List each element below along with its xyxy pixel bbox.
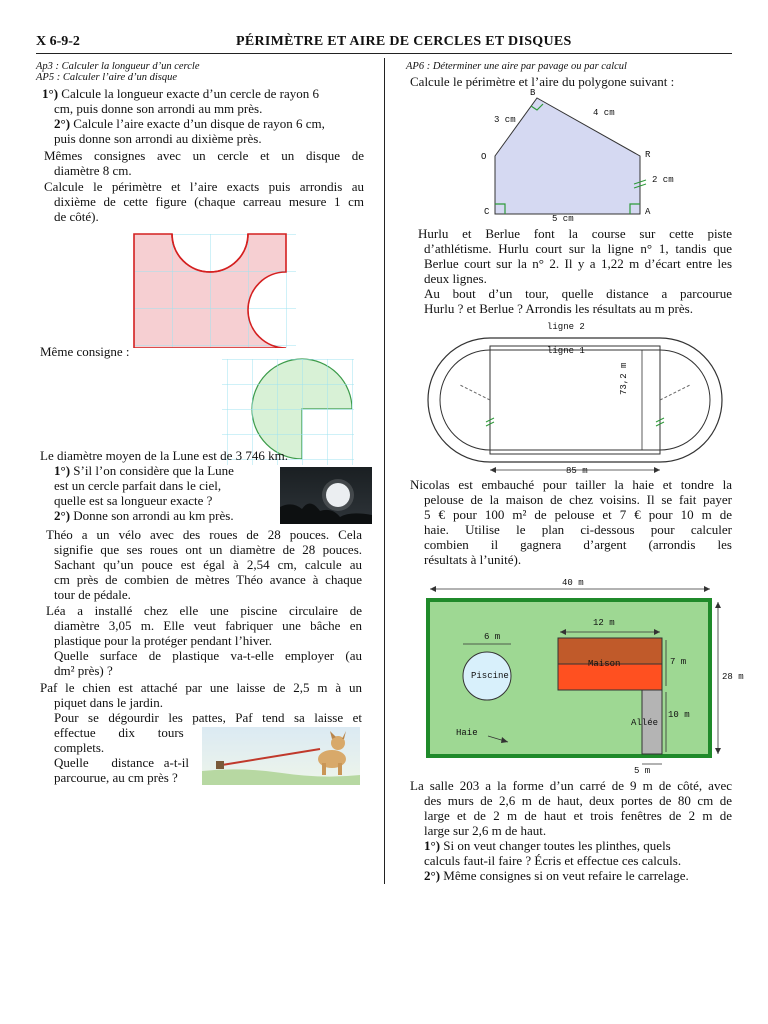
label-3cm: 3 cm — [494, 115, 516, 125]
label-ligne1: ligne 1 — [547, 346, 585, 356]
label-28m: 28 m — [722, 672, 744, 682]
ap3-label: Ap3 : Calculer la longueur d’un cercle — [36, 61, 200, 72]
exercise-9: Calcule le périmètre et l’aire du polygone suivant : — [410, 74, 675, 89]
label-10m: 10 m — [668, 710, 690, 720]
exercise-code: X 6-9-2 — [36, 34, 80, 49]
label-6m: 6 m — [484, 632, 501, 642]
label-haie: Haie — [456, 728, 478, 738]
exercise-10: Hurlu et Berlue font la course sur cette piste d’athlétisme. Hurlu court sur la ligne n° 1, tandis que Berlue court sur la n° 2. Il y a 1,22 m d’écart entre les deux lignes. Au bout d’un tour, quelle distance a parcourue Hurlu ? et Berlue ? Arrondis les résultats au m près. — [418, 226, 732, 316]
header — [36, 34, 732, 54]
exercise-5: Le diamètre moyen de la Lune est de 3 746 km. 1°) S’il l’on considère que la Lune est un cercle parfait dans le ciel, quelle est sa longueur exacte ? 2°) Donne son arrondi au km près. — [40, 448, 289, 523]
exercise-1: 1°) Calcule la longueur exacte d’un cercle de rayon 6 cm, puis donne son arrondi au mm près. 2°) Calcule l’aire exacte d’un disque de rayon 6 cm, puis donne son arrondi au dixième près. — [42, 86, 325, 146]
label-maison: Maison — [588, 659, 621, 669]
ap6-label: AP6 : Déterminer une aire par pavage ou par calcul — [406, 61, 627, 72]
column-divider — [384, 58, 385, 884]
label-40m: 40 m — [562, 578, 584, 588]
polygon-figure — [470, 86, 690, 226]
exercise-6: Théo a un vélo avec des roues de 28 pouces. Cela signifie que ses roues ont un diamètre de 28 pouces. Sachant qu’un pouce est égal à 2,54 cm, calcule au cm près de combien de mètres Théo avance à chaque tour de pédale. — [46, 527, 362, 602]
label-73m: 73,2 m — [619, 362, 629, 395]
page-title: PÉRIMÈTRE ET AIRE DE CERCLES ET DISQUES — [236, 34, 572, 49]
moon-photo — [280, 467, 372, 524]
moon-icon — [280, 467, 372, 524]
exercise-11: Nicolas est embauché pour tailler la haie et tondre la pelouse de la maison de chez voisins. Il se fait payer 5 € pour 100 m² de pelouse et 7 € pour 10 m de haie. Utilise le plan ci-dessous pour calculer combien il gagnera d’argent (arrondis les résultats à l’unité). — [410, 477, 732, 567]
label-C: C — [484, 207, 490, 217]
label-7m: 7 m — [670, 657, 687, 667]
label-O: O — [481, 152, 487, 162]
dog-illustration — [202, 727, 360, 785]
dog-icon — [202, 727, 360, 785]
label-allee: Allée — [631, 718, 659, 728]
label-85m: 85 m — [566, 466, 588, 476]
exercise-8: Paf le chien est attaché par une laisse de 2,5 m à un piquet dans le jardin. Pour se dégourdir les pattes, Paf tend sa laisse et effectue dix tours complets. Quelle distance a-t-il parcourue, au cm près ? — [40, 680, 362, 785]
label-piscine: Piscine — [471, 671, 509, 681]
ap5-label: AP5 : Calculer l’aire d’un disque — [36, 72, 178, 83]
exercise-2: Mêmes consignes avec un cercle et un disque de diamètre 8 cm. — [44, 148, 364, 178]
label-5cm: 5 cm — [552, 214, 574, 224]
grid-figure-1 — [126, 230, 296, 348]
label-4cm: 4 cm — [593, 108, 615, 118]
label-B: B — [530, 88, 536, 98]
label-R: R — [645, 150, 651, 160]
label-5m: 5 m — [634, 766, 651, 776]
exercise-3: Calcule le périmètre et l’aire exacts puis arrondis au dixième de cette figure (chaque carreau mesure 1 cm de côté). — [44, 179, 364, 224]
exercise-7: Léa a installé chez elle une piscine circulaire de diamètre 3,05 m. Elle veut fabriquer une bâche en plastique pour la protéger pendant l’hiver. Quelle surface de plastique va-t-elle employer (au dm² près) ? — [46, 603, 362, 678]
exercise-4: Même consigne : — [40, 344, 130, 359]
label-12m: 12 m — [593, 618, 615, 628]
garden-plan — [420, 582, 740, 778]
header-rule — [36, 53, 732, 54]
label-2cm: 2 cm — [652, 175, 674, 185]
label-ligne2: ligne 2 — [547, 322, 585, 332]
exercise-12: La salle 203 a la forme d’un carré de 9 m de côté, avec des murs de 2,6 m de haut, deux portes de 80 cm de large et de 2 m de haut et trois fenêtres de 2 m de large sur 2,6 m de haut. 1°) Si on veut changer toutes les plinthes, quels calculs faut-il faire ? Écris et effectue ces calculs. 2°) Même consignes si on veut refaire le carrelage. — [410, 778, 732, 883]
label-A: A — [645, 207, 651, 217]
